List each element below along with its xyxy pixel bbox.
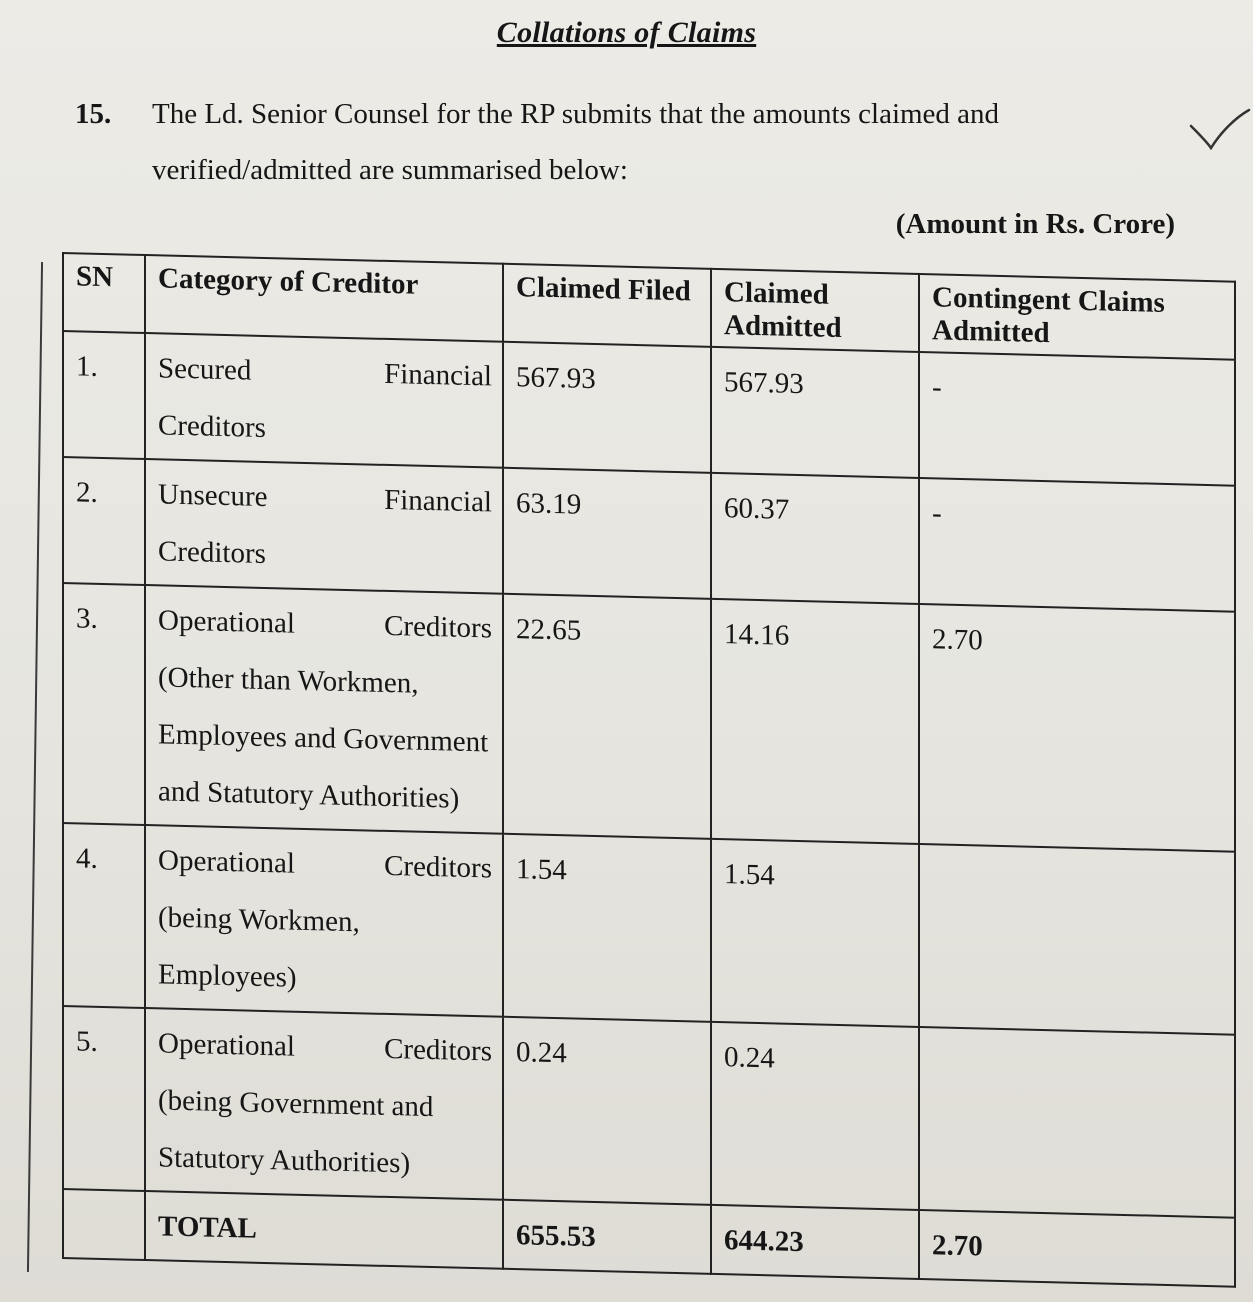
row-category bbox=[145, 333, 503, 468]
category-rest: Creditors bbox=[158, 535, 266, 570]
category-word-a: Operational bbox=[158, 1027, 295, 1063]
category-rest: (being Workmen, Employees) bbox=[158, 901, 360, 994]
category-word-b: Creditors bbox=[384, 609, 492, 645]
category-rest: Creditors bbox=[158, 409, 266, 444]
category-word-b: Creditors bbox=[384, 849, 492, 885]
amount-unit-note: (Amount in Rs. Crore) bbox=[895, 208, 1175, 240]
row-claimed-admitted: 567.93 bbox=[711, 347, 919, 478]
table-row bbox=[63, 1006, 1235, 1218]
row-sn: 2. bbox=[63, 457, 145, 585]
row-sn: 3. bbox=[63, 583, 145, 825]
row-category bbox=[145, 1008, 503, 1200]
row-category bbox=[145, 459, 503, 594]
total-claimed-admitted: 644.23 bbox=[711, 1205, 919, 1279]
paragraph-number: 15. bbox=[75, 98, 112, 130]
header-contingent: Contingent Claims Admitted bbox=[919, 274, 1235, 360]
checkmark-icon bbox=[1189, 108, 1251, 150]
row-sn: 1. bbox=[63, 331, 145, 459]
paragraph-15 bbox=[75, 86, 1175, 198]
claims-table bbox=[62, 252, 1236, 1288]
category-rest: (being Government and Statutory Authorities) bbox=[158, 1084, 434, 1180]
row-claimed-filed: 63.19 bbox=[503, 468, 711, 599]
row-claimed-filed: 567.93 bbox=[503, 342, 711, 473]
row-claimed-admitted: 60.37 bbox=[711, 473, 919, 604]
category-word-b: Creditors bbox=[384, 1032, 492, 1068]
row-claimed-filed: 0.24 bbox=[503, 1017, 711, 1205]
table-row bbox=[63, 823, 1235, 1035]
category-word-b: Financial bbox=[384, 483, 492, 519]
row-sn: 5. bbox=[63, 1006, 145, 1191]
paragraph-line-1 bbox=[75, 86, 1175, 142]
total-contingent: 2.70 bbox=[919, 1210, 1235, 1287]
row-contingent: - bbox=[919, 478, 1235, 612]
total-label: TOTAL bbox=[145, 1191, 503, 1269]
row-category bbox=[145, 585, 503, 834]
paragraph-text-1: The Ld. Senior Counsel for the RP submits that the amounts claimed and bbox=[152, 98, 1000, 130]
category-word-a: Operational bbox=[158, 844, 295, 880]
row-contingent: 2.70 bbox=[919, 604, 1235, 852]
section-heading: Collations of Claims bbox=[496, 16, 757, 49]
total-claimed-filed: 655.53 bbox=[503, 1200, 711, 1274]
row-claimed-filed: 22.65 bbox=[503, 594, 711, 839]
total-sn-cell bbox=[63, 1189, 145, 1260]
category-rest: (Other than Workmen, Employees and Government and Statutory Authorities) bbox=[158, 661, 489, 815]
row-category bbox=[145, 825, 503, 1017]
row-contingent bbox=[919, 1027, 1235, 1218]
table-row bbox=[63, 583, 1235, 852]
header-sn: SN bbox=[63, 253, 145, 333]
row-claimed-admitted: 0.24 bbox=[711, 1022, 919, 1210]
category-word-a: Unsecure bbox=[158, 478, 268, 514]
header-category: Category of Creditor bbox=[145, 255, 503, 342]
row-sn: 4. bbox=[63, 823, 145, 1008]
row-claimed-admitted: 14.16 bbox=[711, 599, 919, 844]
paragraph-line-2: verified/admitted are summarised below: bbox=[152, 154, 628, 186]
category-word-b: Financial bbox=[384, 357, 492, 393]
row-contingent bbox=[919, 844, 1235, 1035]
header-claimed-admitted: Claimed Admitted bbox=[711, 269, 919, 352]
category-word-a: Operational bbox=[158, 604, 295, 640]
row-claimed-admitted: 1.54 bbox=[711, 839, 919, 1027]
header-claimed-filed: Claimed Filed bbox=[503, 264, 711, 347]
row-contingent: - bbox=[919, 352, 1235, 486]
category-word-a: Secured bbox=[158, 352, 252, 387]
row-claimed-filed: 1.54 bbox=[503, 834, 711, 1022]
margin-line bbox=[27, 262, 43, 1272]
